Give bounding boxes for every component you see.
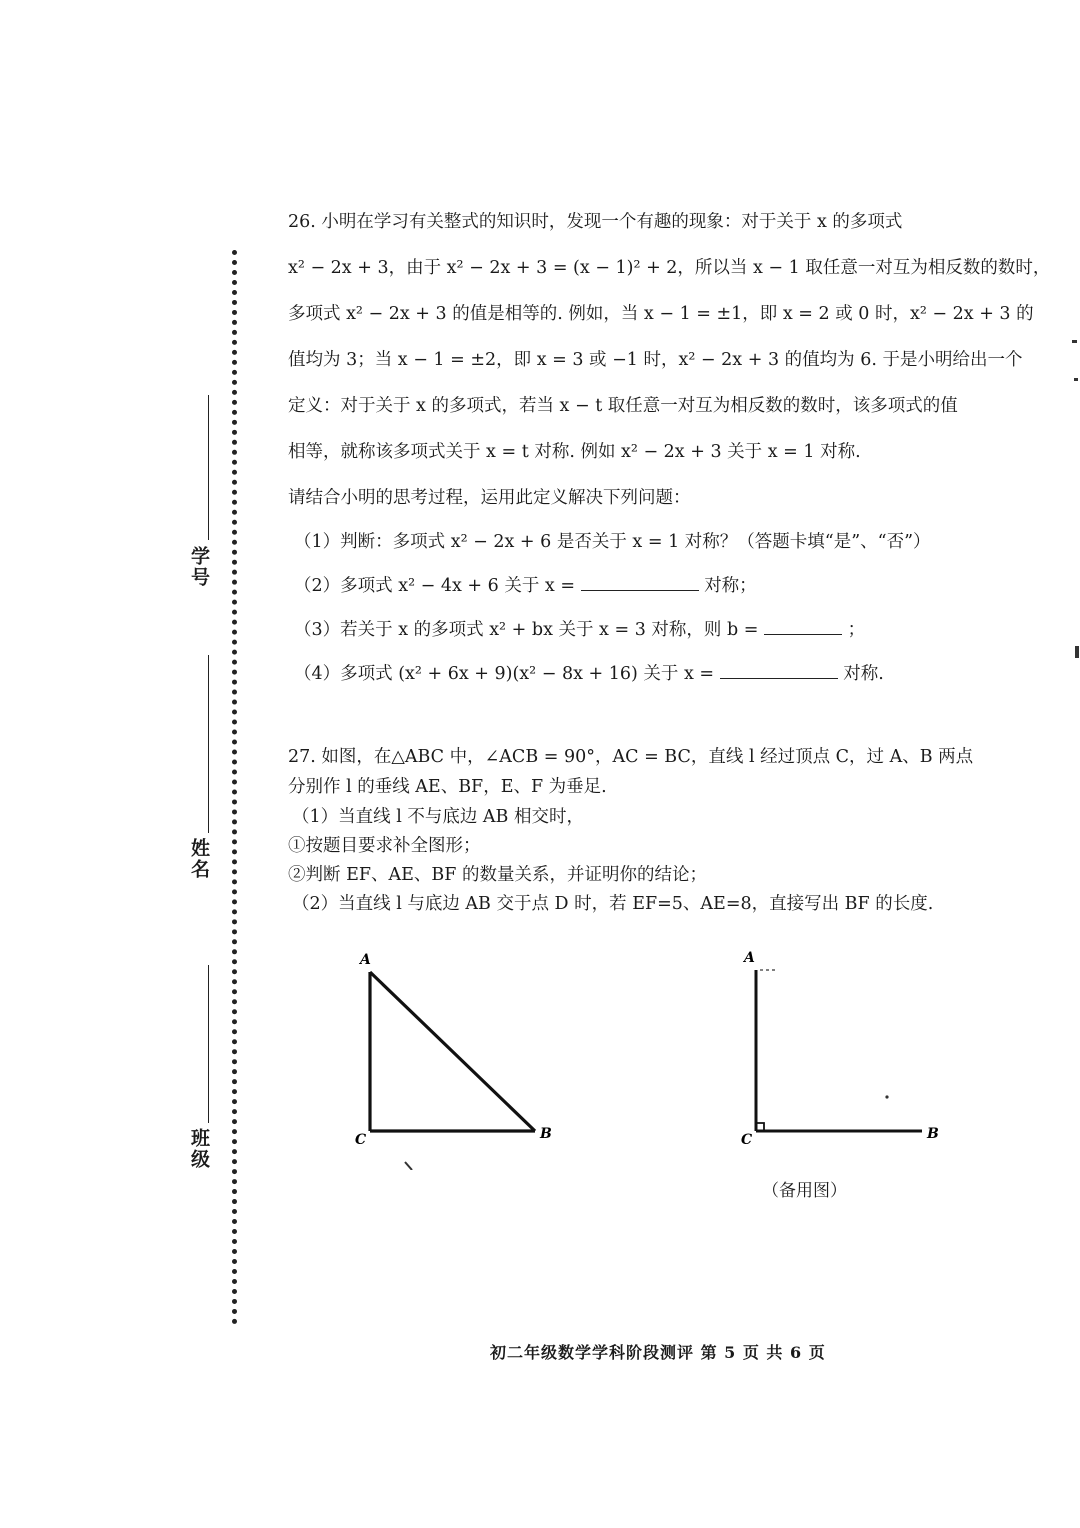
page-footer: 初二年级数学学科阶段测评 第 5 页 共 6 页 (490, 1343, 826, 1362)
q26-instruction: 请结合小明的思考过程，运用此定义解决下列问题： (288, 488, 691, 508)
q26-line: 相等，就称该多项式关于 x = t 对称. 例如 x² − 2x + 3 关于 x = 1 对称. (288, 442, 861, 462)
q27-part-1: （1）当直线 l 不与底边 AB 相交时， (292, 807, 584, 827)
q26-part-1: （1）判断：多项式 x² − 2x + 6 是否关于 x = 1 对称？（答题卡填“是”、“否”） (294, 532, 931, 552)
backup-point-c-label: C (741, 1132, 753, 1148)
q26-part-3-suffix: ； (847, 620, 866, 640)
question-26 (288, 208, 1051, 704)
scan-speck (1075, 646, 1079, 658)
scan-speck (1072, 340, 1077, 343)
q26-part-4-text: （4）多项式 (x² + 6x + 9)(x² − 8x + 16) 关于 x = (294, 664, 715, 684)
q27-line: 分别作 l 的垂线 AE、BF，E、F 为垂足. (288, 777, 607, 797)
q27-part-2: （2）当直线 l 与底边 AB 交于点 D 时，若 EF=5、AE=8，直接写出 BF 的长度. (292, 894, 934, 914)
q26-line: 多项式 x² − 2x + 3 的值是相等的. 例如，当 x − 1 = ±1，即 x = 2 或 0 时，x² − 2x + 3 的 (288, 304, 1034, 324)
name-label: 姓名 (188, 838, 210, 880)
q26-part-3-answer-blank (764, 616, 842, 635)
q26-line: 26. 小明在学习有关整式的知识时，发现一个有趣的现象：对于关于 x 的多项式 (288, 212, 903, 232)
point-a-label: A (360, 952, 371, 968)
q27-step-2: ②判断 EF、AE、BF 的数量关系，并证明你的结论； (288, 865, 707, 885)
class-blank (208, 965, 209, 1123)
q27-line: 27. 如图，在△ABC 中，∠ACB = 90°，AC = BC，直线 l 经过顶点 C，过 A、B 两点 (288, 747, 974, 767)
triangle-figure (355, 952, 552, 1170)
q26-part-4 (288, 660, 1033, 704)
q26-part-2-text: （2）多项式 x² − 4x + 6 关于 x = (294, 576, 576, 596)
backup-figure-caption: （备用图） (762, 1181, 847, 1201)
q26-part-4-suffix: 对称. (843, 664, 884, 684)
q27-step-1: ①按题目要求补全图形； (288, 836, 481, 856)
q26-part-2-suffix: 对称； (704, 576, 757, 596)
binding-dotted-line (232, 250, 237, 1325)
q26-part-4-answer-blank (720, 660, 838, 679)
backup-point-a-label: A (744, 950, 755, 966)
backup-figure (741, 950, 939, 1148)
student-id-label: 学号 (188, 546, 210, 588)
q26-line: x² − 2x + 3，由于 x² − 2x + 3 = (x − 1)² + 2，所以当 x − 1 取任意一对互为相反数的数时， (288, 258, 1051, 278)
q26-part-2 (288, 572, 1033, 616)
question-27 (288, 744, 1033, 920)
scan-speck (1074, 378, 1078, 381)
name-blank (208, 655, 209, 833)
q26-line: 定义：对于关于 x 的多项式，若当 x − t 取任意一对互为相反数的数时，该多项式的值 (288, 396, 958, 416)
stray-dot (885, 1095, 888, 1098)
segment-ab (370, 972, 535, 1131)
q27-figures (340, 940, 960, 1170)
point-b-label: B (540, 1126, 552, 1142)
q26-part-3-text: （3）若关于 x 的多项式 x² + bx 关于 x = 3 对称，则 b = (294, 620, 759, 640)
q26-line: 值均为 3；当 x − 1 = ±2，即 x = 3 或 −1 时，x² − 2x + 3 的值均为 6. 于是小明给出一个 (288, 350, 1023, 370)
backup-point-b-label: B (927, 1126, 939, 1142)
stray-mark (405, 1162, 412, 1170)
student-id-blank (208, 395, 209, 540)
point-c-label: C (355, 1132, 367, 1148)
class-label: 班级 (188, 1128, 210, 1170)
q26-part-3 (288, 616, 1033, 660)
q26-part-2-answer-blank (581, 572, 699, 591)
